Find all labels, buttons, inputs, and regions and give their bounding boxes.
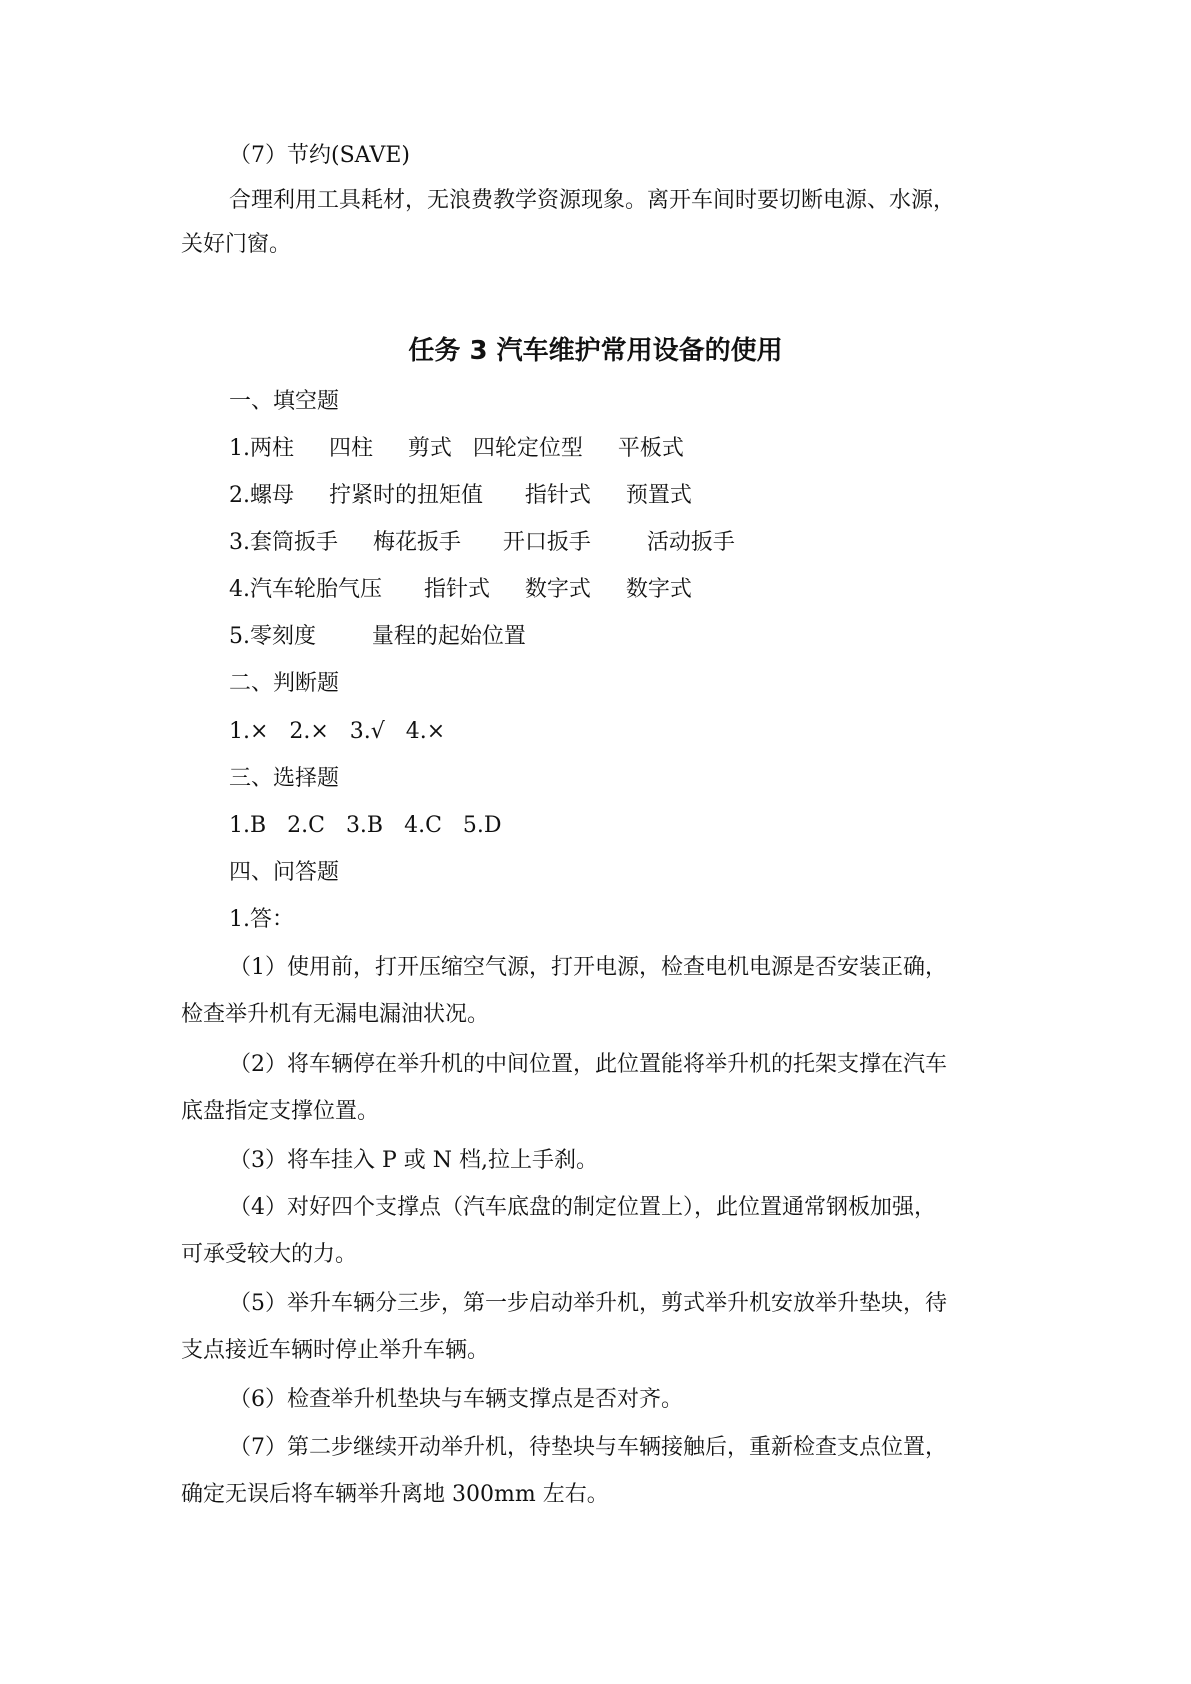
item7-paragraph-line1: 合理利用工具耗材，无浪费教学资源现象。离开车间时要切断电源、水源， bbox=[229, 188, 956, 213]
qa-step-7-line1: （7）第二步继续开动举升机，待垫块与车辆接触后，重新检查支点位置， bbox=[229, 1435, 947, 1460]
qa-step-1-line1: （1）使用前，打开压缩空气源，打开电源，检查电机电源是否安装正确， bbox=[229, 955, 947, 980]
qa-step-6-line1: （6）检查举升机垫块与车辆支撑点是否对齐。 bbox=[229, 1387, 683, 1412]
qa-step-5-line1: （5）举升车辆分三步，第一步启动举升机，剪式举升机安放举升垫块，待 bbox=[229, 1291, 947, 1316]
choice-answers: 1.B 2.C 3.B 4.C 5.D bbox=[229, 813, 502, 838]
fill-answer-3: 3.套筒扳手 梅花扳手 开口扳手 活动扳手 bbox=[229, 530, 735, 555]
qa-step-3-line1: （3）将车挂入 P 或 N 档,拉上手刹。 bbox=[229, 1148, 599, 1173]
item7-heading: （7）节约(SAVE) bbox=[229, 143, 410, 168]
qa-step-4-line1: （4）对好四个支撑点（汽车底盘的制定位置上），此位置通常钢板加强， bbox=[229, 1195, 936, 1220]
qa-step-1-line2: 检查举升机有无漏电漏油状况。 bbox=[181, 1002, 490, 1027]
qa-step-5-line2: 支点接近车辆时停止举升车辆。 bbox=[181, 1338, 490, 1363]
fill-answer-4: 4.汽车轮胎气压 指针式 数字式 数字式 bbox=[229, 577, 692, 602]
fill-answer-5: 5.零刻度 量程的起始位置 bbox=[229, 624, 526, 649]
qa-step-2-line2: 底盘指定支撑位置。 bbox=[181, 1099, 380, 1124]
fill-heading: 一、填空题 bbox=[229, 389, 340, 414]
qa-step-7-line2: 确定无误后将车辆举升离地 300mm 左右。 bbox=[181, 1482, 609, 1507]
fill-answer-1: 1.两柱 四柱 剪式 四轮定位型 平板式 bbox=[229, 436, 684, 461]
qa-step-2-line1: （2）将车辆停在举升机的中间位置，此位置能将举升机的托架支撑在汽车 bbox=[229, 1052, 947, 1077]
judge-answers: 1.× 2.× 3.√ 4.× bbox=[229, 719, 446, 744]
judge-heading: 二、判断题 bbox=[229, 671, 340, 696]
item7-paragraph-line2: 关好门窗。 bbox=[181, 232, 292, 257]
qa-heading: 四、问答题 bbox=[229, 860, 340, 885]
choice-heading: 三、选择题 bbox=[229, 766, 340, 791]
qa-q1-label: 1.答： bbox=[229, 907, 294, 932]
qa-step-4-line2: 可承受较大的力。 bbox=[181, 1242, 358, 1267]
section-title: 任务 3 汽车维护常用设备的使用 bbox=[408, 336, 783, 366]
fill-answer-2: 2.螺母 拧紧时的扭矩值 指针式 预置式 bbox=[229, 483, 692, 508]
